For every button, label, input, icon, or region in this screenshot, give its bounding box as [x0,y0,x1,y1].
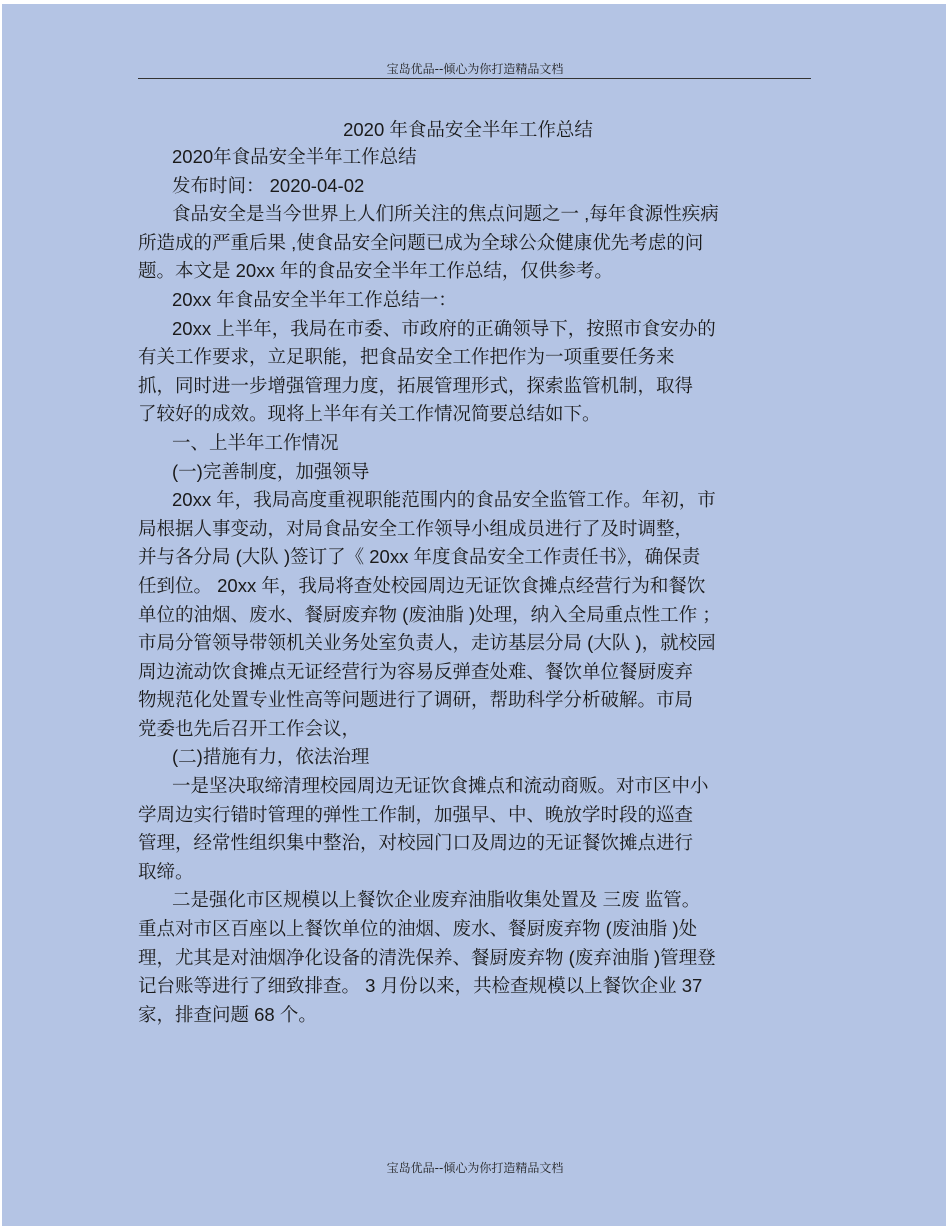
text-line: 发布时间： 2020-04-02 [172,174,365,196]
text-line: 所造成的严重后果 ,使食品安全问题已成为全球公众健康优先考虑的问 [138,231,704,253]
text-line: 20xx 年食品安全半年工作总结一： [172,288,457,310]
text-line: 任到位。 20xx 年，我局将查处校园周边无证饮食摊点经营行为和餐饮 [138,574,706,596]
text-line: 周边流动饮食摊点无证经营行为容易反弹查处难、餐饮单位餐厨废弃 [138,660,694,682]
text-line: 物规范化处置专业性高等问题进行了调研，帮助科学分析破解。市局 [138,689,694,711]
text-line: 重点对市区百座以上餐饮单位的油烟、废水、餐厨废弃物 (废油脂 )处 [138,918,698,940]
text-line: 单位的油烟、废水、餐厨废弃物 (废油脂 )处理，纳入全局重点性工作 ； [138,603,721,625]
text-line: 有关工作要求，立足职能，把食品安全工作把作为一项重要任务来 [138,346,675,368]
text-line: 食品安全是当今世界上人们所关注的焦点问题之一 ,每年食源性疾病 [172,203,719,225]
text-line: 抓，同时进一步增强管理力度，拓展管理形式，探索监管机制，取得 [138,374,694,396]
text-line: 20xx 年，我局高度重视职能范围内的食品安全监管工作。年初，市 [172,489,716,511]
text-line: (一)完善制度，加强领导 [172,460,370,482]
document-body [138,143,818,1029]
text-line: (二)措施有力，依法治理 [172,746,370,768]
text-line: 了较好的成效。现将上半年有关工作情况简要总结如下。 [138,403,601,425]
text-line: 学周边实行错时管理的弹性工作制，加强早、中、晚放学时段的巡查 [138,803,694,825]
text-line: 家，排查问题 68 个。 [138,1003,317,1025]
text-line: 2020年食品安全半年工作总结 [172,146,417,167]
text-line: 并与各分局 (大队 )签订了《 20xx 年度食品安全工作责任书》，确保责 [138,546,701,568]
page-footer: 宝岛优品--倾心为你打造精品文档 [386,1161,564,1175]
text-line: 理，尤其是对油烟净化设备的清洗保养、餐厨废弃物 (废弃油脂 )管理登 [138,946,716,968]
text-line: 党委也先后召开工作会议， [138,717,361,739]
text-line: 市局分管领导带领机关业务处室负责人，走访基层分局 (大队 )，就校园 [138,632,716,654]
text-line: 题。本文是 20xx 年的食品安全半年工作总结，仅供参考。 [138,260,613,282]
text-line: 管理，经常性组织集中整治，对校园门口及周边的无证餐饮摊点进行 [138,832,694,854]
text-line: 记台账等进行了细致排查。 3 月份以来，共检查规模以上餐饮企业 37 [138,975,703,997]
text-line: 20xx 上半年，我局在市委、市政府的正确领导下，按照市食安办的 [172,317,716,339]
text-line: 取缔。 [138,860,194,882]
text-line: 一是坚决取缔清理校园周边无证饮食摊点和流动商贩。对市区中小 [172,775,709,797]
document-title: 2020 年食品安全半年工作总结 [343,119,593,140]
text-line: 二是强化市区规模以上餐饮企业废弃油脂收集处置及 三废 监管。 [172,889,701,911]
text-line: 局根据人事变动，对局食品安全工作领导小组成员进行了及时调整， [138,517,694,539]
text-line: 一、上半年工作情况 [172,431,339,453]
header-divider [138,78,811,79]
page-header: 宝岛优品--倾心为你打造精品文档 [386,62,564,76]
